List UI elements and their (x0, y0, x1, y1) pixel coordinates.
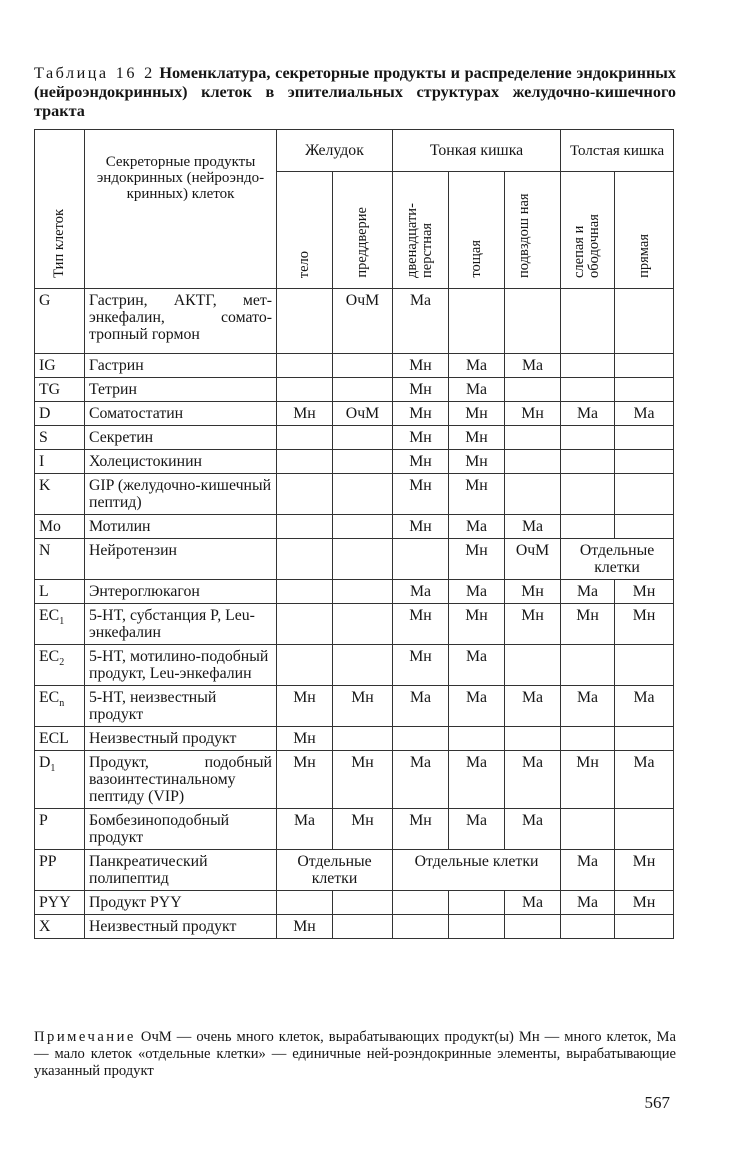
cell-type-label: ECL (39, 730, 69, 747)
table-row (35, 426, 674, 450)
value-cell (333, 426, 393, 450)
cell-type (35, 289, 85, 354)
cell-type-label: L (39, 583, 49, 600)
value-cell: Мн (449, 450, 505, 474)
value-cell: Мн (615, 604, 674, 645)
secretory-product: Энтероглюкагон (85, 580, 277, 604)
value-cell: Мн (449, 402, 505, 426)
value-cell (561, 645, 615, 686)
value-cell: Мн (393, 515, 449, 539)
value-cell (615, 645, 674, 686)
cell-type-label: X (39, 918, 51, 935)
value-cell: Ма (277, 809, 333, 850)
value-cell: Мн (333, 751, 393, 809)
secretory-product: Тетрин (85, 378, 277, 402)
value-cell (615, 378, 674, 402)
value-cell (333, 915, 393, 939)
value-cell: Мн (615, 891, 674, 915)
secretory-product: GIP (желудочно-кишечный пептид) (85, 474, 277, 515)
value-cell (615, 727, 674, 751)
value-cell: Мн (277, 915, 333, 939)
value-cell (615, 515, 674, 539)
header-cell-type (35, 130, 85, 289)
value-cell: Мн (449, 604, 505, 645)
cell-type (35, 809, 85, 850)
value-cell: Ма (505, 809, 561, 850)
secretory-product: Нейротензин (85, 539, 277, 580)
value-cell: Мн (277, 402, 333, 426)
value-cell: Ма (615, 686, 674, 727)
secretory-product: Продукт PYY (85, 891, 277, 915)
value-cell: Мн (449, 426, 505, 450)
value-cell (333, 354, 393, 378)
value-cell (277, 604, 333, 645)
value-cell (333, 604, 393, 645)
value-cell: Ма (449, 378, 505, 402)
value-cell (277, 539, 333, 580)
cell-distribution-table (34, 129, 674, 939)
value-cell (277, 378, 333, 402)
value-cell: Ма (393, 580, 449, 604)
cell-type (35, 378, 85, 402)
cell-type (35, 645, 85, 686)
cell-type-label: EC (39, 648, 60, 665)
value-cell: Ма (393, 751, 449, 809)
cell-type (35, 686, 85, 727)
secretory-product: Соматостатин (85, 402, 277, 426)
value-cell (615, 450, 674, 474)
header-col-rectum: прямая (615, 172, 674, 289)
value-cell: Ма (449, 751, 505, 809)
value-cell (615, 809, 674, 850)
table-note (34, 1029, 676, 1080)
header-col-antrum: преддверие (333, 172, 393, 289)
value-cell: Ма (449, 354, 505, 378)
value-cell (333, 891, 393, 915)
value-cell: Мн (333, 686, 393, 727)
value-cell (393, 727, 449, 751)
cell-type-subscript: 2 (59, 657, 65, 669)
header-col-jejunum: тощая (449, 172, 505, 289)
table-row (35, 474, 674, 515)
value-cell (561, 727, 615, 751)
value-cell (333, 645, 393, 686)
value-cell (561, 515, 615, 539)
table-row (35, 450, 674, 474)
value-cell (615, 915, 674, 939)
value-cell (505, 426, 561, 450)
value-cell: Ма (393, 289, 449, 354)
cell-type (35, 515, 85, 539)
header-col-duodenum: двенадцати-перстная (393, 172, 449, 289)
value-cell: Мн (505, 580, 561, 604)
value-cell: Мн (277, 751, 333, 809)
table-row (35, 809, 674, 850)
value-cell (561, 809, 615, 850)
value-cell (277, 426, 333, 450)
value-cell: Ма (449, 686, 505, 727)
value-cell: Мн (449, 474, 505, 515)
header-col-body: тело (277, 172, 333, 289)
value-cell: Мн (615, 850, 674, 891)
value-cell: Ма (505, 751, 561, 809)
value-cell: Мн (277, 727, 333, 751)
cell-type-label: S (39, 429, 48, 446)
header-col-ileum: подвздош ная (505, 172, 561, 289)
value-cell (393, 539, 449, 580)
value-cell: Ма (615, 751, 674, 809)
table-row (35, 850, 674, 891)
cell-type (35, 751, 85, 809)
value-cell: Мн (561, 751, 615, 809)
value-cell (561, 378, 615, 402)
value-cell: Ма (561, 686, 615, 727)
value-cell (277, 289, 333, 354)
cell-type (35, 354, 85, 378)
table-row (35, 604, 674, 645)
page-number: 567 (644, 1093, 670, 1112)
cell-type (35, 915, 85, 939)
value-cell-merged: Отдельные клетки (561, 539, 674, 580)
note-label: Примечание (34, 1029, 136, 1045)
value-cell (393, 891, 449, 915)
cell-type (35, 539, 85, 580)
header-stomach: Желудок (277, 130, 393, 172)
header-small-intestine: Тонкая кишка (393, 130, 561, 172)
cell-type (35, 580, 85, 604)
secretory-product: Секретин (85, 426, 277, 450)
value-cell (505, 645, 561, 686)
cell-type (35, 474, 85, 515)
secretory-product: Холецистокинин (85, 450, 277, 474)
table-row (35, 580, 674, 604)
cell-type (35, 426, 85, 450)
value-cell (277, 891, 333, 915)
cell-type-subscript: 1 (50, 763, 56, 775)
value-cell (561, 474, 615, 515)
value-cell: Мн (615, 580, 674, 604)
cell-type-subscript: 1 (59, 616, 65, 628)
value-cell: Ма (505, 354, 561, 378)
table-row (35, 515, 674, 539)
value-cell (561, 915, 615, 939)
value-cell: Мн (393, 402, 449, 426)
value-cell: Ма (505, 515, 561, 539)
cell-type-label: EC (39, 689, 60, 706)
value-cell: ОчМ (505, 539, 561, 580)
value-cell: Ма (449, 515, 505, 539)
value-cell (449, 915, 505, 939)
cell-type-subscript: n (59, 698, 65, 710)
cell-type-label: EC (39, 607, 60, 624)
value-cell (277, 354, 333, 378)
value-cell (277, 580, 333, 604)
value-cell (615, 426, 674, 450)
secretory-product: Гастрин (85, 354, 277, 378)
cell-type (35, 850, 85, 891)
value-cell (449, 289, 505, 354)
table-number: Таблица 16 2 (34, 64, 155, 82)
value-cell (277, 645, 333, 686)
value-cell (505, 289, 561, 354)
cell-type-label: TG (39, 381, 61, 398)
value-cell (561, 289, 615, 354)
secretory-product: 5-HT, субстанция P, Leu-энкефалин (85, 604, 277, 645)
value-cell (505, 727, 561, 751)
cell-type-label: D (39, 754, 51, 771)
table-row (35, 727, 674, 751)
value-cell (333, 539, 393, 580)
table-title: Номенклатура, секреторные продукты и распределение эндокринных (нейроэндокринных) клеток в эпителиальных структурах желудочно-кишечного тракта (34, 64, 677, 120)
secretory-product: Неизвестный продукт (85, 915, 277, 939)
value-cell (277, 515, 333, 539)
value-cell: ОчМ (333, 402, 393, 426)
cell-type (35, 604, 85, 645)
value-cell (449, 891, 505, 915)
value-cell (505, 378, 561, 402)
value-cell: Ма (449, 580, 505, 604)
value-cell: Мн (393, 450, 449, 474)
value-cell: Ма (449, 645, 505, 686)
table-row (35, 539, 674, 580)
cell-type-label: PYY (39, 894, 71, 911)
cell-type-label: Mo (39, 518, 61, 535)
secretory-product: Неизвестный продукт (85, 727, 277, 751)
value-cell (393, 915, 449, 939)
table-row (35, 915, 674, 939)
secretory-product: Мотилин (85, 515, 277, 539)
cell-type (35, 891, 85, 915)
note-text: ОчМ — очень много клеток, вырабатывающих продукт(ы) Мн — много клеток, Ма — мало клеток «отдельные клетки» — единичные ней-роэндокринные элементы, вырабатывающие указанный продукт (34, 1029, 676, 1079)
table-row (35, 645, 674, 686)
value-cell (505, 915, 561, 939)
table-row (35, 289, 674, 354)
value-cell: ОчМ (333, 289, 393, 354)
value-cell (561, 426, 615, 450)
table-row (35, 378, 674, 402)
cell-type-label: PP (39, 853, 57, 870)
value-cell: Мн (393, 378, 449, 402)
secretory-product: Панкреатический полипептид (85, 850, 277, 891)
value-cell: Мн (393, 604, 449, 645)
value-cell: Ма (561, 850, 615, 891)
secretory-product: Продукт, подобный вазоинтестинальному пептиду (VIP) (85, 751, 277, 809)
value-cell: Ма (449, 809, 505, 850)
table-row (35, 751, 674, 809)
value-cell: Ма (615, 402, 674, 426)
table-row (35, 402, 674, 426)
cell-type (35, 450, 85, 474)
value-cell (615, 289, 674, 354)
value-cell: Ма (561, 891, 615, 915)
secretory-product: Бомбезиноподобный продукт (85, 809, 277, 850)
value-cell (333, 450, 393, 474)
cell-type-label: IG (39, 357, 56, 374)
cell-type-label: D (39, 405, 51, 422)
cell-type-label: I (39, 453, 45, 470)
value-cell (277, 450, 333, 474)
value-cell: Мн (277, 686, 333, 727)
value-cell (615, 354, 674, 378)
value-cell: Мн (449, 539, 505, 580)
value-cell: Мн (505, 604, 561, 645)
table-row (35, 354, 674, 378)
value-cell: Мн (505, 402, 561, 426)
cell-type-label: K (39, 477, 51, 494)
value-cell: Мн (393, 809, 449, 850)
secretory-product: 5-HT, неизвестный продукт (85, 686, 277, 727)
value-cell: Мн (393, 354, 449, 378)
value-cell-merged: Отдельные клетки (393, 850, 561, 891)
value-cell: Ма (505, 891, 561, 915)
header-cell-type-label: Тип клеток (51, 209, 67, 278)
header-col-cecum-colon: слепая и ободочная (561, 172, 615, 289)
value-cell: Ма (393, 686, 449, 727)
value-cell: Мн (333, 809, 393, 850)
value-cell (333, 580, 393, 604)
value-cell: Мн (393, 426, 449, 450)
value-cell (333, 378, 393, 402)
header-large-intestine: Толстая кишка (561, 130, 674, 172)
table-row (35, 686, 674, 727)
value-cell: Ма (561, 402, 615, 426)
table-caption (34, 64, 676, 121)
cell-type-label: G (39, 292, 51, 309)
value-cell (333, 474, 393, 515)
cell-type (35, 402, 85, 426)
value-cell: Ма (505, 686, 561, 727)
secretory-product: 5-HT, мотилино-подобный продукт, Leu-энкефалин (85, 645, 277, 686)
cell-type-label: P (39, 812, 48, 829)
cell-type (35, 727, 85, 751)
value-cell (561, 450, 615, 474)
value-cell-merged: Отдельные клетки (277, 850, 393, 891)
value-cell (449, 727, 505, 751)
value-cell (333, 727, 393, 751)
value-cell (615, 474, 674, 515)
value-cell (505, 450, 561, 474)
table-row (35, 891, 674, 915)
value-cell (333, 515, 393, 539)
value-cell: Ма (561, 580, 615, 604)
value-cell (505, 474, 561, 515)
value-cell (277, 474, 333, 515)
header-products: Секреторные продукты эндокринных (нейроэндо-кринных) клеток (85, 130, 277, 289)
value-cell: Мн (393, 474, 449, 515)
value-cell (561, 354, 615, 378)
value-cell: Мн (393, 645, 449, 686)
secretory-product: Гастрин, АКТГ, мет-энкефалин, сомато-тропный гормон (85, 289, 277, 354)
cell-type-label: N (39, 542, 51, 559)
value-cell: Мн (561, 604, 615, 645)
